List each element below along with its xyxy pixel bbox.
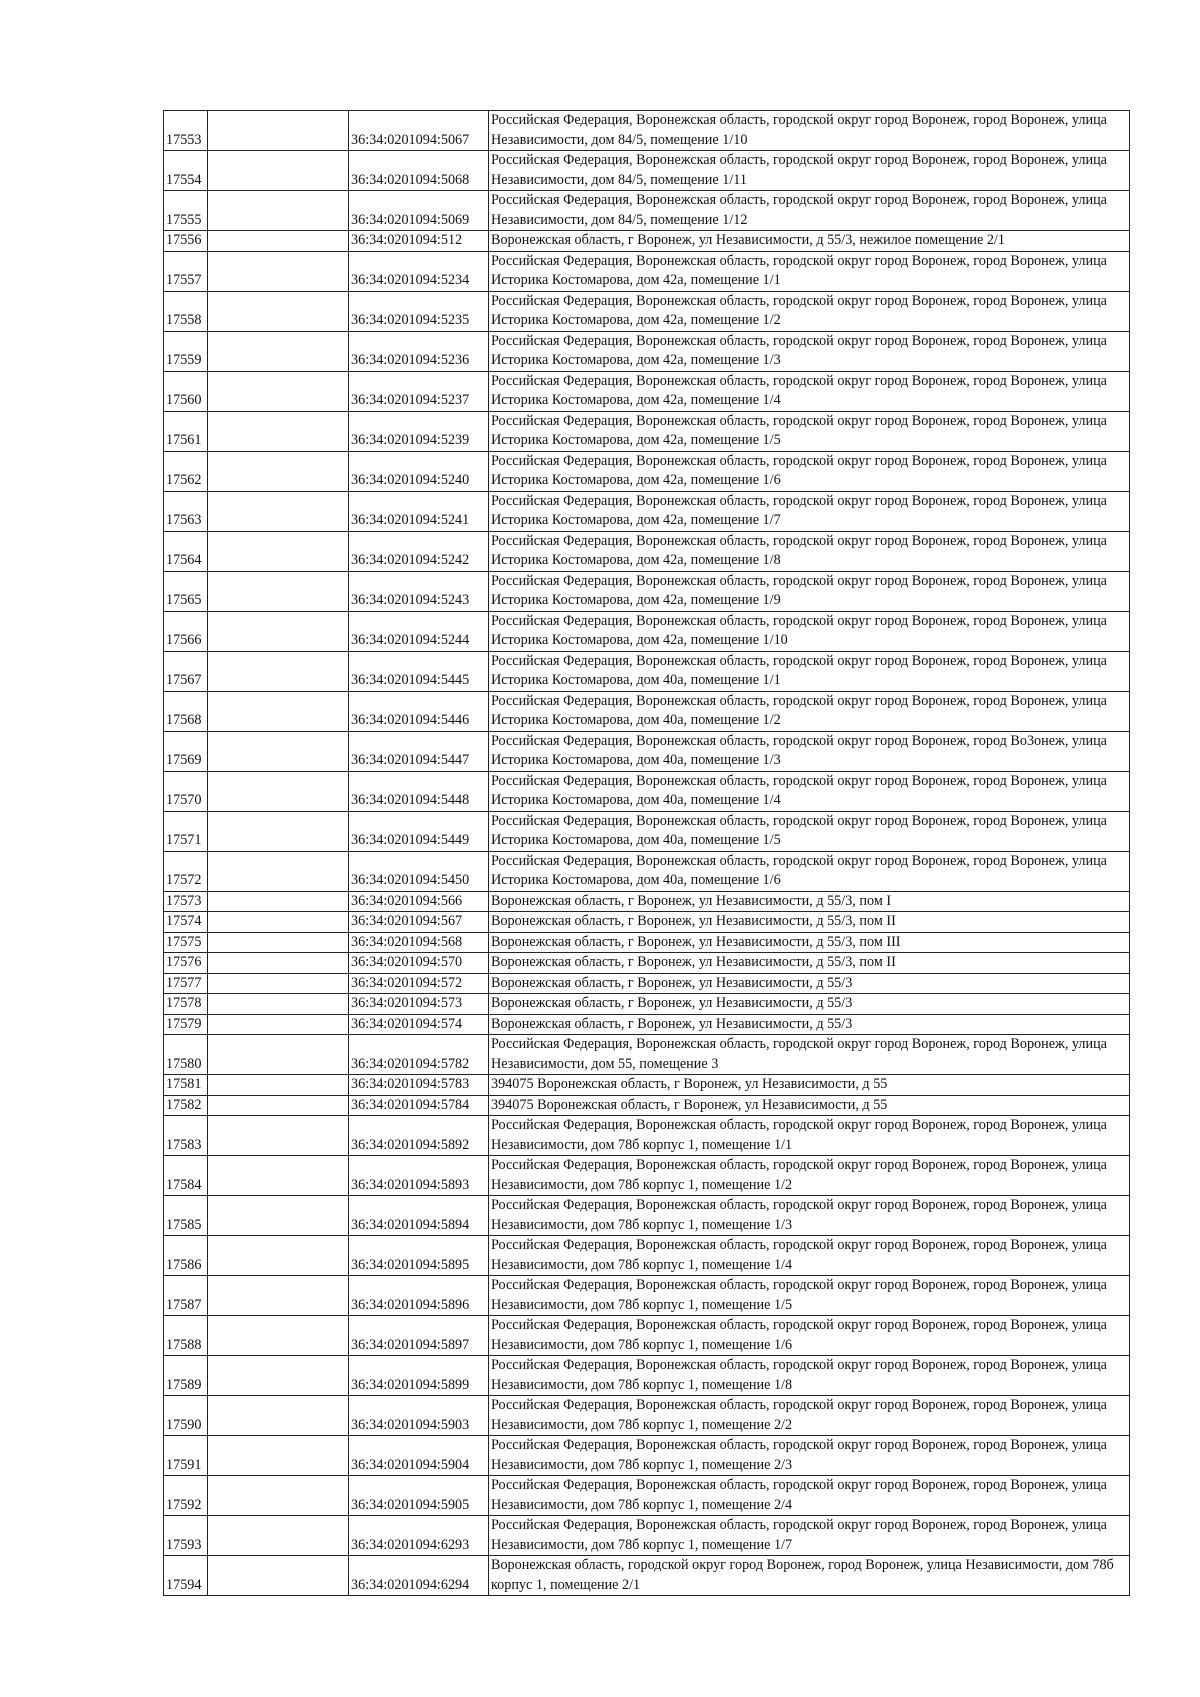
empty-cell	[208, 331, 349, 371]
table-row	[164, 1436, 1130, 1476]
address-cell: Российская Федерация, Воронежская область, городской округ город Воронеж, город Воронеж, улица Историка Костомарова, дом 40а, помещение 1/4	[489, 771, 1130, 811]
cadastral-number-cell: 36:34:0201094:5240	[349, 451, 489, 491]
empty-cell	[208, 111, 349, 151]
empty-cell	[208, 571, 349, 611]
address-cell: 394075 Воронежская область, г Воронеж, ул Независимости, д 55	[489, 1095, 1130, 1116]
address-cell: Воронежская область, городской округ город Воронеж, город Воронеж, улица Независимости, дом 78б корпус 1, помещение 2/1	[489, 1556, 1130, 1596]
property-table	[163, 110, 1130, 1596]
table-row	[164, 651, 1130, 691]
cadastral-number-cell: 36:34:0201094:5897	[349, 1316, 489, 1356]
cadastral-number-cell: 36:34:0201094:574	[349, 1014, 489, 1035]
row-number-cell: 17557	[164, 251, 208, 291]
address-cell: Российская Федерация, Воронежская область, городской округ город Воронеж, город Воронеж, улица Историка Костомарова, дом 42а, помещение 1/10	[489, 611, 1130, 651]
table-row	[164, 953, 1130, 974]
row-number-cell: 17589	[164, 1356, 208, 1396]
empty-cell	[208, 1236, 349, 1276]
cadastral-number-cell: 36:34:0201094:5784	[349, 1095, 489, 1116]
address-cell: Российская Федерация, Воронежская область, городской округ город Воронеж, город Воронеж, улица Независимости, дом 55, помещение 3	[489, 1035, 1130, 1075]
table-row	[164, 891, 1130, 912]
row-number-cell: 17575	[164, 932, 208, 953]
table-row	[164, 1476, 1130, 1516]
cadastral-number-cell: 36:34:0201094:512	[349, 231, 489, 252]
empty-cell	[208, 891, 349, 912]
row-number-cell: 17591	[164, 1436, 208, 1476]
cadastral-number-cell: 36:34:0201094:5783	[349, 1075, 489, 1096]
row-number-cell: 17560	[164, 371, 208, 411]
empty-cell	[208, 1316, 349, 1356]
cadastral-number-cell: 36:34:0201094:5068	[349, 151, 489, 191]
table-row	[164, 611, 1130, 651]
empty-cell	[208, 151, 349, 191]
cadastral-number-cell: 36:34:0201094:5445	[349, 651, 489, 691]
address-cell: Российская Федерация, Воронежская область, городской округ город Воронеж, город Воронеж, улица Историка Костомарова, дом 42а, помещение 1/2	[489, 291, 1130, 331]
address-cell: Российская Федерация, Воронежская область, городской округ город Воронеж, город Воронеж, улица Независимости, дом 84/5, помещение 1/11	[489, 151, 1130, 191]
table-row	[164, 973, 1130, 994]
address-cell: Российская Федерация, Воронежская область, городской округ город Воронеж, город Воронеж, улица Историка Костомарова, дом 42а, помещение 1/9	[489, 571, 1130, 611]
empty-cell	[208, 1356, 349, 1396]
cadastral-number-cell: 36:34:0201094:5899	[349, 1356, 489, 1396]
table-row	[164, 731, 1130, 771]
empty-cell	[208, 1516, 349, 1556]
table-row	[164, 932, 1130, 953]
address-cell: Воронежская область, г Воронеж, ул Независимости, д 55/3, пом I	[489, 891, 1130, 912]
table-row	[164, 191, 1130, 231]
address-cell: Российская Федерация, Воронежская область, городской округ город Воронеж, город Воронеж, улица Независимости, дом 84/5, помещение 1/10	[489, 111, 1130, 151]
property-table-body	[164, 111, 1130, 1596]
cadastral-number-cell: 36:34:0201094:5896	[349, 1276, 489, 1316]
table-row	[164, 1014, 1130, 1035]
cadastral-number-cell: 36:34:0201094:5067	[349, 111, 489, 151]
row-number-cell: 17577	[164, 973, 208, 994]
row-number-cell: 17592	[164, 1476, 208, 1516]
table-row	[164, 411, 1130, 451]
table-row	[164, 451, 1130, 491]
cadastral-number-cell: 36:34:0201094:5241	[349, 491, 489, 531]
cadastral-number-cell: 36:34:0201094:5903	[349, 1396, 489, 1436]
table-row	[164, 371, 1130, 411]
address-cell: Воронежская область, г Воронеж, ул Независимости, д 55/3, пом II	[489, 953, 1130, 974]
row-number-cell: 17556	[164, 231, 208, 252]
cadastral-number-cell: 36:34:0201094:5236	[349, 331, 489, 371]
row-number-cell: 17586	[164, 1236, 208, 1276]
cadastral-number-cell: 36:34:0201094:5894	[349, 1196, 489, 1236]
table-row	[164, 291, 1130, 331]
empty-cell	[208, 932, 349, 953]
row-number-cell: 17554	[164, 151, 208, 191]
row-number-cell: 17564	[164, 531, 208, 571]
table-row	[164, 1356, 1130, 1396]
cadastral-number-cell: 36:34:0201094:573	[349, 994, 489, 1015]
cadastral-number-cell: 36:34:0201094:566	[349, 891, 489, 912]
empty-cell	[208, 1276, 349, 1316]
address-cell: Российская Федерация, Воронежская область, городской округ город Воронеж, город Во3онеж, улица Историка Костомарова, дом 40а, помещение 1/3	[489, 731, 1130, 771]
cadastral-number-cell: 36:34:0201094:567	[349, 912, 489, 933]
row-number-cell: 17558	[164, 291, 208, 331]
address-cell: Российская Федерация, Воронежская область, городской округ город Воронеж, город Воронеж, улица Независимости, дом 84/5, помещение 1/12	[489, 191, 1130, 231]
table-row	[164, 1075, 1130, 1096]
address-cell: Российская Федерация, Воронежская область, городской округ город Воронеж, город Воронеж, улица Историка Костомарова, дом 42а, помещение 1/4	[489, 371, 1130, 411]
address-cell: Российская Федерация, Воронежская область, городской округ город Воронеж, город Воронеж, улица Независимости, дом 78б корпус 1, помещение 1/1	[489, 1116, 1130, 1156]
row-number-cell: 17584	[164, 1156, 208, 1196]
cadastral-number-cell: 36:34:0201094:572	[349, 973, 489, 994]
table-row	[164, 571, 1130, 611]
table-row	[164, 1095, 1130, 1116]
table-row	[164, 111, 1130, 151]
table-row	[164, 1316, 1130, 1356]
address-cell: Российская Федерация, Воронежская область, городской округ город Воронеж, город Воронеж, улица Независимости, дом 78б корпус 1, помещение 1/4	[489, 1236, 1130, 1276]
empty-cell	[208, 531, 349, 571]
row-number-cell: 17582	[164, 1095, 208, 1116]
row-number-cell: 17588	[164, 1316, 208, 1356]
table-row	[164, 1116, 1130, 1156]
cadastral-number-cell: 36:34:0201094:5895	[349, 1236, 489, 1276]
table-row	[164, 771, 1130, 811]
empty-cell	[208, 1436, 349, 1476]
row-number-cell: 17572	[164, 851, 208, 891]
address-cell: Российская Федерация, Воронежская область, городской округ город Воронеж, город Воронеж, улица Историка Костомарова, дом 40а, помещение 1/2	[489, 691, 1130, 731]
address-cell: Воронежская область, г Воронеж, ул Независимости, д 55/3	[489, 994, 1130, 1015]
empty-cell	[208, 1095, 349, 1116]
cadastral-number-cell: 36:34:0201094:5235	[349, 291, 489, 331]
empty-cell	[208, 1035, 349, 1075]
row-number-cell: 17583	[164, 1116, 208, 1156]
empty-cell	[208, 1396, 349, 1436]
address-cell: 394075 Воронежская область, г Воронеж, ул Независимости, д 55	[489, 1075, 1130, 1096]
address-cell: Российская Федерация, Воронежская область, городской округ город Воронеж, город Воронеж, улица Независимости, дом 78б корпус 1, помещение 1/5	[489, 1276, 1130, 1316]
cadastral-number-cell: 36:34:0201094:5782	[349, 1035, 489, 1075]
empty-cell	[208, 912, 349, 933]
address-cell: Российская Федерация, Воронежская область, городской округ город Воронеж, город Воронеж, улица Независимости, дом 78б корпус 1, помещение 1/7	[489, 1516, 1130, 1556]
address-cell: Российская Федерация, Воронежская область, городской округ город Воронеж, город Воронеж, улица Историка Костомарова, дом 42а, помещение 1/3	[489, 331, 1130, 371]
row-number-cell: 17563	[164, 491, 208, 531]
empty-cell	[208, 771, 349, 811]
address-cell: Российская Федерация, Воронежская область, городской округ город Воронеж, город Воронеж, улица Историка Костомарова, дом 42а, помещение 1/5	[489, 411, 1130, 451]
cadastral-number-cell: 36:34:0201094:5905	[349, 1476, 489, 1516]
empty-cell	[208, 953, 349, 974]
cadastral-number-cell: 36:34:0201094:5242	[349, 531, 489, 571]
table-row	[164, 811, 1130, 851]
cadastral-number-cell: 36:34:0201094:5234	[349, 251, 489, 291]
cadastral-number-cell: 36:34:0201094:5904	[349, 1436, 489, 1476]
cadastral-number-cell: 36:34:0201094:5449	[349, 811, 489, 851]
cadastral-number-cell: 36:34:0201094:5243	[349, 571, 489, 611]
empty-cell	[208, 491, 349, 531]
table-row	[164, 1396, 1130, 1436]
cadastral-number-cell: 36:34:0201094:5448	[349, 771, 489, 811]
row-number-cell: 17579	[164, 1014, 208, 1035]
empty-cell	[208, 1014, 349, 1035]
cadastral-number-cell: 36:34:0201094:5446	[349, 691, 489, 731]
address-cell: Воронежская область, г Воронеж, ул Независимости, д 55/3	[489, 973, 1130, 994]
table-row	[164, 1196, 1130, 1236]
row-number-cell: 17562	[164, 451, 208, 491]
row-number-cell: 17559	[164, 331, 208, 371]
table-row	[164, 1156, 1130, 1196]
row-number-cell: 17580	[164, 1035, 208, 1075]
cadastral-number-cell: 36:34:0201094:5069	[349, 191, 489, 231]
table-row	[164, 912, 1130, 933]
address-cell: Российская Федерация, Воронежская область, городской округ город Воронеж, город Воронеж, улица Независимости, дом 78б корпус 1, помещение 1/3	[489, 1196, 1130, 1236]
cadastral-number-cell: 36:34:0201094:6293	[349, 1516, 489, 1556]
empty-cell	[208, 1156, 349, 1196]
row-number-cell: 17565	[164, 571, 208, 611]
row-number-cell: 17593	[164, 1516, 208, 1556]
row-number-cell: 17587	[164, 1276, 208, 1316]
empty-cell	[208, 1116, 349, 1156]
cadastral-number-cell: 36:34:0201094:5893	[349, 1156, 489, 1196]
table-row	[164, 1516, 1130, 1556]
address-cell: Российская Федерация, Воронежская область, городской округ город Воронеж, город Воронеж, улица Независимости, дом 78б корпус 1, помещение 1/2	[489, 1156, 1130, 1196]
table-row	[164, 1556, 1130, 1596]
empty-cell	[208, 411, 349, 451]
row-number-cell: 17578	[164, 994, 208, 1015]
table-row	[164, 1035, 1130, 1075]
address-cell: Российская Федерация, Воронежская область, городской округ город Воронеж, город Воронеж, улица Историка Костомарова, дом 40а, помещение 1/5	[489, 811, 1130, 851]
row-number-cell: 17581	[164, 1075, 208, 1096]
empty-cell	[208, 973, 349, 994]
address-cell: Воронежская область, г Воронеж, ул Независимости, д 55/3	[489, 1014, 1130, 1035]
empty-cell	[208, 451, 349, 491]
address-cell: Российская Федерация, Воронежская область, городской округ город Воронеж, город Воронеж, улица Независимости, дом 78б корпус 1, помещение 2/2	[489, 1396, 1130, 1436]
address-cell: Воронежская область, г Воронеж, ул Независимости, д 55/3, пом III	[489, 932, 1130, 953]
cadastral-number-cell: 36:34:0201094:570	[349, 953, 489, 974]
empty-cell	[208, 231, 349, 252]
empty-cell	[208, 1075, 349, 1096]
row-number-cell: 17576	[164, 953, 208, 974]
table-row	[164, 994, 1130, 1015]
empty-cell	[208, 811, 349, 851]
row-number-cell: 17555	[164, 191, 208, 231]
empty-cell	[208, 291, 349, 331]
empty-cell	[208, 651, 349, 691]
row-number-cell: 17585	[164, 1196, 208, 1236]
row-number-cell: 17571	[164, 811, 208, 851]
table-row	[164, 851, 1130, 891]
row-number-cell: 17590	[164, 1396, 208, 1436]
empty-cell	[208, 691, 349, 731]
address-cell: Российская Федерация, Воронежская область, городской округ город Воронеж, город Воронеж, улица Независимости, дом 78б корпус 1, помещение 2/3	[489, 1436, 1130, 1476]
row-number-cell: 17568	[164, 691, 208, 731]
address-cell: Российская Федерация, Воронежская область, городской округ город Воронеж, город Воронеж, улица Историка Костомарова, дом 42а, помещение 1/1	[489, 251, 1130, 291]
cadastral-number-cell: 36:34:0201094:5239	[349, 411, 489, 451]
cadastral-number-cell: 36:34:0201094:5237	[349, 371, 489, 411]
empty-cell	[208, 994, 349, 1015]
table-row	[164, 1236, 1130, 1276]
address-cell: Воронежская область, г Воронеж, ул Независимости, д 55/3, пом II	[489, 912, 1130, 933]
empty-cell	[208, 611, 349, 651]
address-cell: Российская Федерация, Воронежская область, городской округ город Воронеж, город Воронеж, улица Историка Костомарова, дом 40а, помещение 1/1	[489, 651, 1130, 691]
cadastral-number-cell: 36:34:0201094:6294	[349, 1556, 489, 1596]
empty-cell	[208, 371, 349, 411]
cadastral-number-cell: 36:34:0201094:568	[349, 932, 489, 953]
table-row	[164, 491, 1130, 531]
table-row	[164, 231, 1130, 252]
cadastral-number-cell: 36:34:0201094:5244	[349, 611, 489, 651]
row-number-cell: 17574	[164, 912, 208, 933]
table-row	[164, 251, 1130, 291]
table-row	[164, 151, 1130, 191]
table-row	[164, 1276, 1130, 1316]
empty-cell	[208, 851, 349, 891]
address-cell: Российская Федерация, Воронежская область, городской округ город Воронеж, город Воронеж, улица Независимости, дом 78б корпус 1, помещение 2/4	[489, 1476, 1130, 1516]
address-cell: Воронежская область, г Воронеж, ул Независимости, д 55/3, нежилое помещение 2/1	[489, 231, 1130, 252]
address-cell: Российская Федерация, Воронежская область, городской округ город Воронеж, город Воронеж, улица Независимости, дом 78б корпус 1, помещение 1/8	[489, 1356, 1130, 1396]
cadastral-number-cell: 36:34:0201094:5450	[349, 851, 489, 891]
empty-cell	[208, 1556, 349, 1596]
empty-cell	[208, 251, 349, 291]
table-row	[164, 691, 1130, 731]
empty-cell	[208, 191, 349, 231]
address-cell: Российская Федерация, Воронежская область, городской округ город Воронеж, город Воронеж, улица Историка Костомарова, дом 42а, помещение 1/6	[489, 451, 1130, 491]
row-number-cell: 17569	[164, 731, 208, 771]
row-number-cell: 17573	[164, 891, 208, 912]
cadastral-number-cell: 36:34:0201094:5892	[349, 1116, 489, 1156]
row-number-cell: 17561	[164, 411, 208, 451]
empty-cell	[208, 1196, 349, 1236]
address-cell: Российская Федерация, Воронежская область, городской округ город Воронеж, город Воронеж, улица Историка Костомарова, дом 42а, помещение 1/7	[489, 491, 1130, 531]
row-number-cell: 17566	[164, 611, 208, 651]
empty-cell	[208, 731, 349, 771]
table-row	[164, 331, 1130, 371]
address-cell: Российская Федерация, Воронежская область, городской округ город Воронеж, город Воронеж, улица Историка Костомарова, дом 40а, помещение 1/6	[489, 851, 1130, 891]
table-row	[164, 531, 1130, 571]
empty-cell	[208, 1476, 349, 1516]
row-number-cell: 17567	[164, 651, 208, 691]
address-cell: Российская Федерация, Воронежская область, городской округ город Воронеж, город Воронеж, улица Независимости, дом 78б корпус 1, помещение 1/6	[489, 1316, 1130, 1356]
row-number-cell: 17594	[164, 1556, 208, 1596]
cadastral-number-cell: 36:34:0201094:5447	[349, 731, 489, 771]
row-number-cell: 17553	[164, 111, 208, 151]
address-cell: Российская Федерация, Воронежская область, городской округ город Воронеж, город Воронеж, улица Историка Костомарова, дом 42а, помещение 1/8	[489, 531, 1130, 571]
row-number-cell: 17570	[164, 771, 208, 811]
